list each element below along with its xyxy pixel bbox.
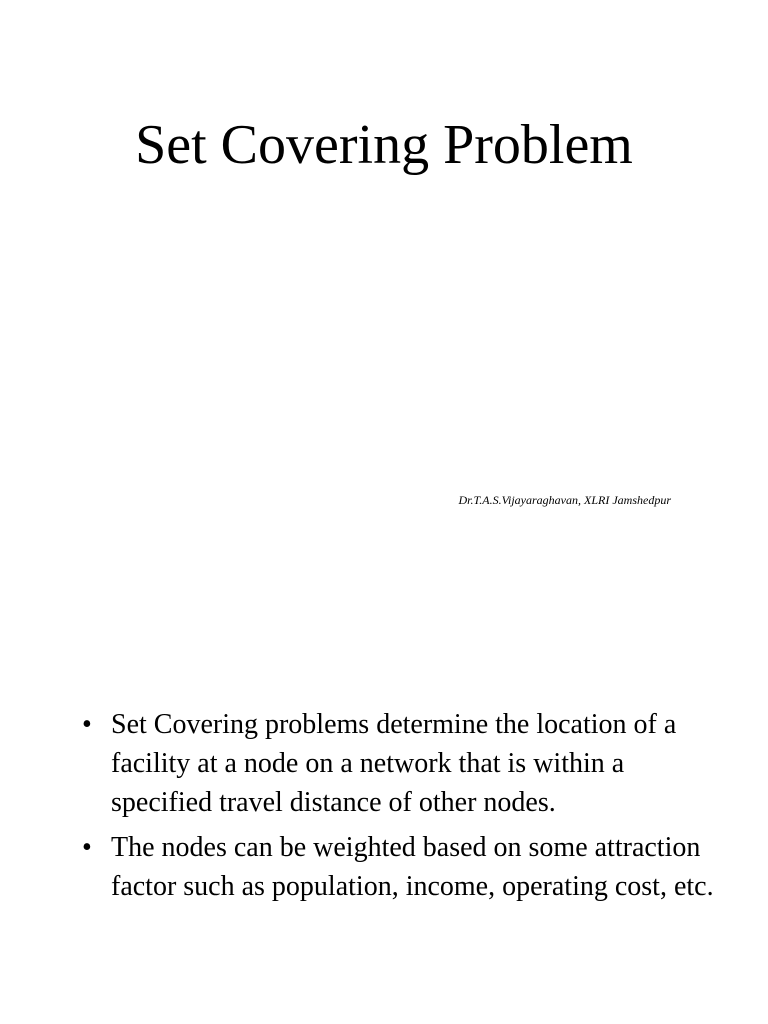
bullet-item [82, 828, 722, 906]
bullet-list [82, 705, 722, 912]
slide-2 [0, 512, 768, 1024]
bullet-icon: • [82, 709, 92, 740]
author-footer: Dr.T.A.S.Vijayaraghavan, XLRI Jamshedpur [458, 493, 671, 507]
bullet-icon: • [82, 832, 92, 863]
bullet-text: Set Covering problems determine the location of a facility at a node on a network that is within a specified travel distance of other nodes. [111, 709, 677, 818]
bullet-item [82, 705, 722, 822]
slide-title: Set Covering Problem [135, 114, 633, 176]
bullet-text: The nodes can be weighted based on some attraction factor such as population, income, operating cost, etc. [111, 832, 714, 902]
